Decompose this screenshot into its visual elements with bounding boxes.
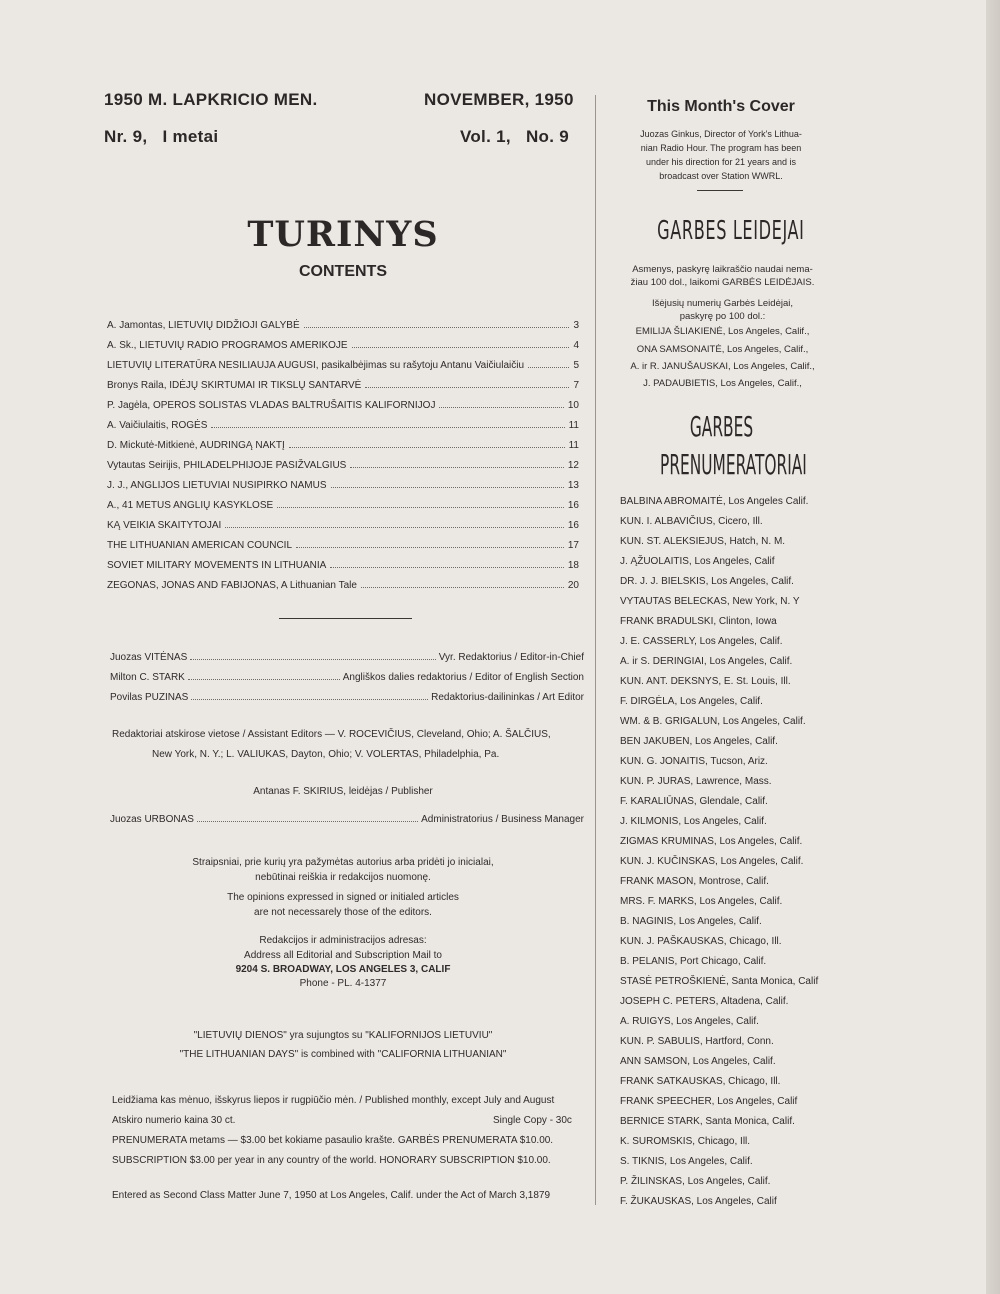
staff-leader <box>191 699 428 700</box>
toc-row <box>107 313 579 331</box>
staff-name: Povilas PUZINAS <box>110 692 189 703</box>
subscriber-item: B. NAGINIS, Los Angeles, Calif. <box>620 916 762 927</box>
disclaimer-en-1: The opinions expressed in signed or initialed articles <box>227 892 459 903</box>
honorary-subscribers-title1: GARBES <box>689 410 753 443</box>
subscriber-item: MRS. F. MARKS, Los Angeles, Calif. <box>620 896 783 907</box>
entered-notice: Entered as Second Class Matter June 7, 1950 at Los Angeles, Calif. under the Act of March 3,1879 <box>112 1190 551 1201</box>
toc-title: J. J., ANGLIJOS LIETUVIAI NUSIPIRKO NAMUS <box>107 480 327 491</box>
cover-description <box>612 127 830 183</box>
toc-row <box>107 573 579 591</box>
toc-title: D. Mickutė-Mitkienė, AUDRINGĄ NAKTĮ <box>107 440 285 451</box>
honorary-publishers-intro1: Išėjusių numerių Garbės Leidėjai, <box>652 298 793 309</box>
toc-page: 11 <box>568 420 579 431</box>
price-lt: Atskiro numerio kaina 30 ct. <box>112 1115 236 1126</box>
toc-title: Vytautas Seirijis, PHILADELPHIJOJE PASIŽVALGIUS <box>107 460 347 471</box>
toc-row <box>107 333 579 351</box>
column-divider <box>595 95 596 1205</box>
toc-page: 18 <box>567 560 579 571</box>
subscriber-item: BEN JAKUBEN, Los Angeles, Calif. <box>620 736 778 747</box>
subscriber-item: KUN. G. JONAITIS, Tucson, Ariz. <box>620 756 768 767</box>
toc-leader <box>289 447 565 448</box>
address-line2: Address all Editorial and Subscription Mail to <box>244 950 442 961</box>
subscriber-item: FRANK MASON, Montrose, Calif. <box>620 876 769 887</box>
toc-row <box>107 493 579 511</box>
cover-line: Juozas Ginkus, Director of York's Lithua- <box>640 129 802 139</box>
toc-title: A. Jamontas, LIETUVIŲ DIDŽIOJI GALYBĖ <box>107 320 300 331</box>
honorary-publishers-desc2: žiau 100 dol., laikomi GARBĖS LEIDĖJAIS. <box>630 277 815 288</box>
header-issue-en: Vol. 1, No. 9 <box>460 127 570 146</box>
combined-lt: "LIETUVIŲ DIENOS" yra sujungtos su "KALIFORNIJOS LIETUVIU" <box>193 1030 493 1041</box>
toc-title: A. Sk., LIETUVIŲ RADIO PROGRAMOS AMERIKOJE <box>107 340 348 351</box>
disclaimer-lt-1: Straipsniai, prie kurių yra pažymėtas autorius arba pridėti jo inicialai, <box>192 857 494 868</box>
staff-role: Administratorius / Business Manager <box>421 814 584 825</box>
honorary-subscribers-title1-wrap <box>612 410 830 443</box>
toc-title: A., 41 METUS ANGLIŲ KASYKLOSE <box>107 500 274 511</box>
staff-leader <box>188 679 340 680</box>
cover-line: broadcast over Station WWRL. <box>659 171 783 181</box>
toc-page: 10 <box>567 400 579 411</box>
subscription-en: SUBSCRIPTION $3.00 per year in any country of the world. HONORARY SUBSCRIPTION $10.00. <box>112 1155 551 1166</box>
honorary-publishers-intro2: paskyrę po 100 dol.: <box>679 311 766 322</box>
subscriber-item: FRANK BRADULSKI, Clinton, Iowa <box>620 616 777 627</box>
honorary-subscribers-title2-wrap <box>600 448 842 481</box>
toc-page: 11 <box>568 440 579 451</box>
contents-title: TURINYS <box>247 214 439 255</box>
toc-title: ZEGONAS, JONAS AND FABIJONAS, A Lithuanian Tale <box>107 580 357 591</box>
honorary-publisher-name: ONA SAMSONAITĖ, Los Angeles, Calif., <box>636 344 809 355</box>
disclaimer-lt-2: nebūtinai reiškia ir redakcijos nuomonę. <box>255 872 431 883</box>
toc-page: 5 <box>573 360 579 371</box>
toc-row <box>107 373 579 391</box>
subscriber-item: A. RUIGYS, Los Angeles, Calif. <box>620 1016 759 1027</box>
address-line1: Redakcijos ir administracijos adresas: <box>259 935 427 946</box>
subscriber-item: KUN. I. ALBAVIČIUS, Cicero, Ill. <box>620 516 763 527</box>
toc-leader <box>350 467 564 468</box>
toc-row <box>107 453 579 471</box>
toc-page: 12 <box>567 460 579 471</box>
toc-leader <box>225 527 564 528</box>
subscriber-item: F. ŽUKAUSKAS, Los Angeles, Calif <box>620 1196 777 1207</box>
toc-leader <box>439 407 563 408</box>
disclaimer-en-2: are not necessarely those of the editors. <box>254 907 432 918</box>
header-date-en: NOVEMBER, 1950 <box>424 90 574 109</box>
address-phone: Phone - PL. 4-1377 <box>299 978 387 989</box>
toc-title: THE LITHUANIAN AMERICAN COUNCIL <box>107 540 293 551</box>
staff-leader <box>197 821 418 822</box>
toc-leader <box>296 547 564 548</box>
subscriber-item: DR. J. J. BIELSKIS, Los Angeles, Calif. <box>620 576 794 587</box>
cover-title: This Month's Cover <box>647 98 795 115</box>
subscriber-item: BALBINA ABROMAITĖ, Los Angeles Calif. <box>620 496 809 507</box>
subscriber-item: KUN. ST. ALEKSIEJUS, Hatch, N. M. <box>620 536 786 547</box>
honorary-publishers-title: GARBES LEIDEJAI <box>657 216 805 246</box>
subscriber-item: J. E. CASSERLY, Los Angeles, Calif. <box>620 636 783 647</box>
publication-frequency: Leidžiama kas mėnuo, išskyrus liepos ir rugpiūčio mėn. / Published monthly, except July and August <box>112 1095 555 1106</box>
toc-row <box>107 533 579 551</box>
toc-leader <box>528 367 569 368</box>
staff-leader <box>190 659 435 660</box>
header-date-lt: 1950 M. LAPKRICIO MEN. <box>104 90 318 109</box>
staff-role: Vyr. Redaktorius / Editor-in-Chief <box>438 652 584 663</box>
address-street: 9204 S. BROADWAY, LOS ANGELES 3, CALIF <box>235 964 451 975</box>
business-manager-row <box>110 814 584 825</box>
staff-row <box>110 692 584 703</box>
header-issue-lt: Nr. 9, I metai <box>104 127 219 146</box>
subscriber-item: BERNICE STARK, Santa Monica, Calif. <box>620 1116 795 1127</box>
toc-leader <box>304 327 570 328</box>
toc-row <box>107 473 579 491</box>
subscriber-item: KUN. P. SABULIS, Hartford, Conn. <box>620 1036 774 1047</box>
combined-en: "THE LITHUANIAN DAYS" is combined with "CALIFORNIA LITHUANIAN" <box>179 1049 507 1060</box>
subscriber-item: K. SUROMSKIS, Chicago, Ill. <box>620 1136 751 1147</box>
subscriber-item: ZIGMAS KRUMINAS, Los Angeles, Calif. <box>620 836 803 847</box>
subscription-lt: PRENUMERATA metams — $3.00 bet kokiame pasaulio krašte. GARBĖS PRENUMERATA $10.00. <box>112 1135 554 1146</box>
staff-row <box>110 652 584 663</box>
toc-leader <box>365 387 569 388</box>
toc-page: 4 <box>573 340 579 351</box>
toc-title: P. Jagėla, OPEROS SOLISTAS VLADAS BALTRUŠAITIS KALIFORNIJOJ <box>107 400 436 411</box>
subscriber-item: JOSEPH C. PETERS, Altadena, Calif. <box>620 996 789 1007</box>
toc-page: 20 <box>567 580 579 591</box>
subscriber-item: F. KARALIŪNAS, Glendale, Calif. <box>620 796 768 807</box>
cover-line: under his direction for 21 years and is <box>645 157 797 167</box>
honorary-publishers-desc1: Asmenys, paskyrę laikraščio naudai nema- <box>632 264 813 275</box>
staff-role: Redaktorius-dailininkas / Art Editor <box>431 692 584 703</box>
toc-title: Bronys Raila, IDĖJŲ SKIRTUMAI IR TIKSLŲ SANTARVĖ <box>107 380 362 391</box>
toc-title: A. Vaičiulaitis, ROGĖS <box>107 420 208 431</box>
toc-page: 16 <box>567 520 579 531</box>
assistant-editors-line1: Redaktoriai atskirose vietose / Assistant Editors — V. ROCEVIČIUS, Cleveland, Ohio; A. ŠALČIUS, <box>112 729 551 740</box>
staff-row <box>110 672 584 683</box>
honorary-publisher-name: A. ir R. JANUŠAUSKAI, Los Angeles, Calif., <box>630 361 815 372</box>
staff-name: Milton C. STARK <box>110 672 185 683</box>
assistant-editors-line2: New York, N. Y.; L. VALIUKAS, Dayton, Ohio; V. VOLERTAS, Philadelphia, Pa. <box>152 749 500 760</box>
subscriber-item: ANN SAMSON, Los Angeles, Calif. <box>620 1056 776 1067</box>
subscriber-item: FRANK SPEECHER, Los Angeles, Calif <box>620 1096 798 1107</box>
subscriber-item: FRANK SATKAUSKAS, Chicago, Ill. <box>620 1076 781 1087</box>
cover-line: nian Radio Hour. The program has been <box>640 143 802 153</box>
subscriber-item: KUN. P. JURAS, Lawrence, Mass. <box>620 776 772 787</box>
subscriber-item: F. DIRGĖLA, Los Angeles, Calif. <box>620 696 763 707</box>
toc-leader <box>330 567 564 568</box>
contents-subtitle: CONTENTS <box>299 263 387 280</box>
subscriber-item: STASĖ PETROŠKIENĖ, Santa Monica, Calif <box>620 976 819 987</box>
subscriber-item: KUN. J. PAŠKAUSKAS, Chicago, Ill. <box>620 936 782 947</box>
page-edge <box>986 0 1000 1294</box>
toc-title: LIETUVIŲ LITERATŪRA NESILIAUJA AUGUSI, pasikalbėjimas su rašytoju Antanu Vaičiulaičiu <box>107 360 525 371</box>
toc-leader <box>331 487 564 488</box>
toc-row <box>107 393 579 411</box>
toc-page: 3 <box>573 320 579 331</box>
toc-leader <box>352 347 570 348</box>
subscriber-item: B. PELANIS, Port Chicago, Calif. <box>620 956 767 967</box>
staff-role: Angliškos dalies redaktorius / Editor of English Section <box>342 672 584 683</box>
publisher-line: Antanas F. SKIRIUS, leidėjas / Publisher <box>253 786 433 797</box>
toc-page: 17 <box>567 540 579 551</box>
toc-leader <box>277 507 564 508</box>
toc-row <box>107 433 579 451</box>
toc-page: 13 <box>567 480 579 491</box>
section-rule <box>279 618 412 619</box>
subscriber-item: VYTAUTAS BELECKAS, New York, N. Y <box>620 596 800 607</box>
toc-title: KĄ VEIKIA SKAITYTOJAI <box>107 520 222 531</box>
subscriber-item: WM. & B. GRIGALUN, Los Angeles, Calif. <box>620 716 806 727</box>
toc-page: 7 <box>573 380 579 391</box>
toc-row <box>107 553 579 571</box>
subscriber-item: J. ĄŽUOLAITIS, Los Angeles, Calif <box>620 556 775 567</box>
subscriber-item: S. TIKNIS, Los Angeles, Calif. <box>620 1156 753 1167</box>
subscriber-item: KUN. ANT. DEKSNYS, E. St. Louis, Ill. <box>620 676 791 687</box>
toc-row <box>107 353 579 371</box>
subscriber-item: KUN. J. KUČINSKAS, Los Angeles, Calif. <box>620 856 804 867</box>
staff-name: Juozas VITĖNAS <box>110 652 188 663</box>
staff-name: Juozas URBONAS <box>110 814 194 825</box>
honorary-publisher-name: EMILIJA ŠLIAKIENĖ, Los Angeles, Calif., <box>635 326 810 337</box>
price-en: Single Copy - 30c <box>493 1115 572 1126</box>
toc-row <box>107 413 579 431</box>
subscriber-item: P. ŽILINSKAS, Los Angeles, Calif. <box>620 1176 771 1187</box>
honorary-subscribers-title2: PRENUMERATORIAI <box>660 448 807 481</box>
toc-leader <box>361 587 564 588</box>
toc-leader <box>211 427 564 428</box>
honorary-publishers-title-wrap <box>612 216 830 260</box>
subscriber-item: A. ir S. DERINGIAI, Los Angeles, Calif. <box>620 656 793 667</box>
honorary-publisher-name: J. PADAUBIETIS, Los Angeles, Calif., <box>643 378 802 389</box>
cover-rule <box>697 190 743 191</box>
subscriber-item: J. KILMONIS, Los Angeles, Calif. <box>620 816 767 827</box>
toc-title: SOVIET MILITARY MOVEMENTS IN LITHUANIA <box>107 560 327 571</box>
toc-page: 16 <box>567 500 579 511</box>
toc-row <box>107 513 579 531</box>
